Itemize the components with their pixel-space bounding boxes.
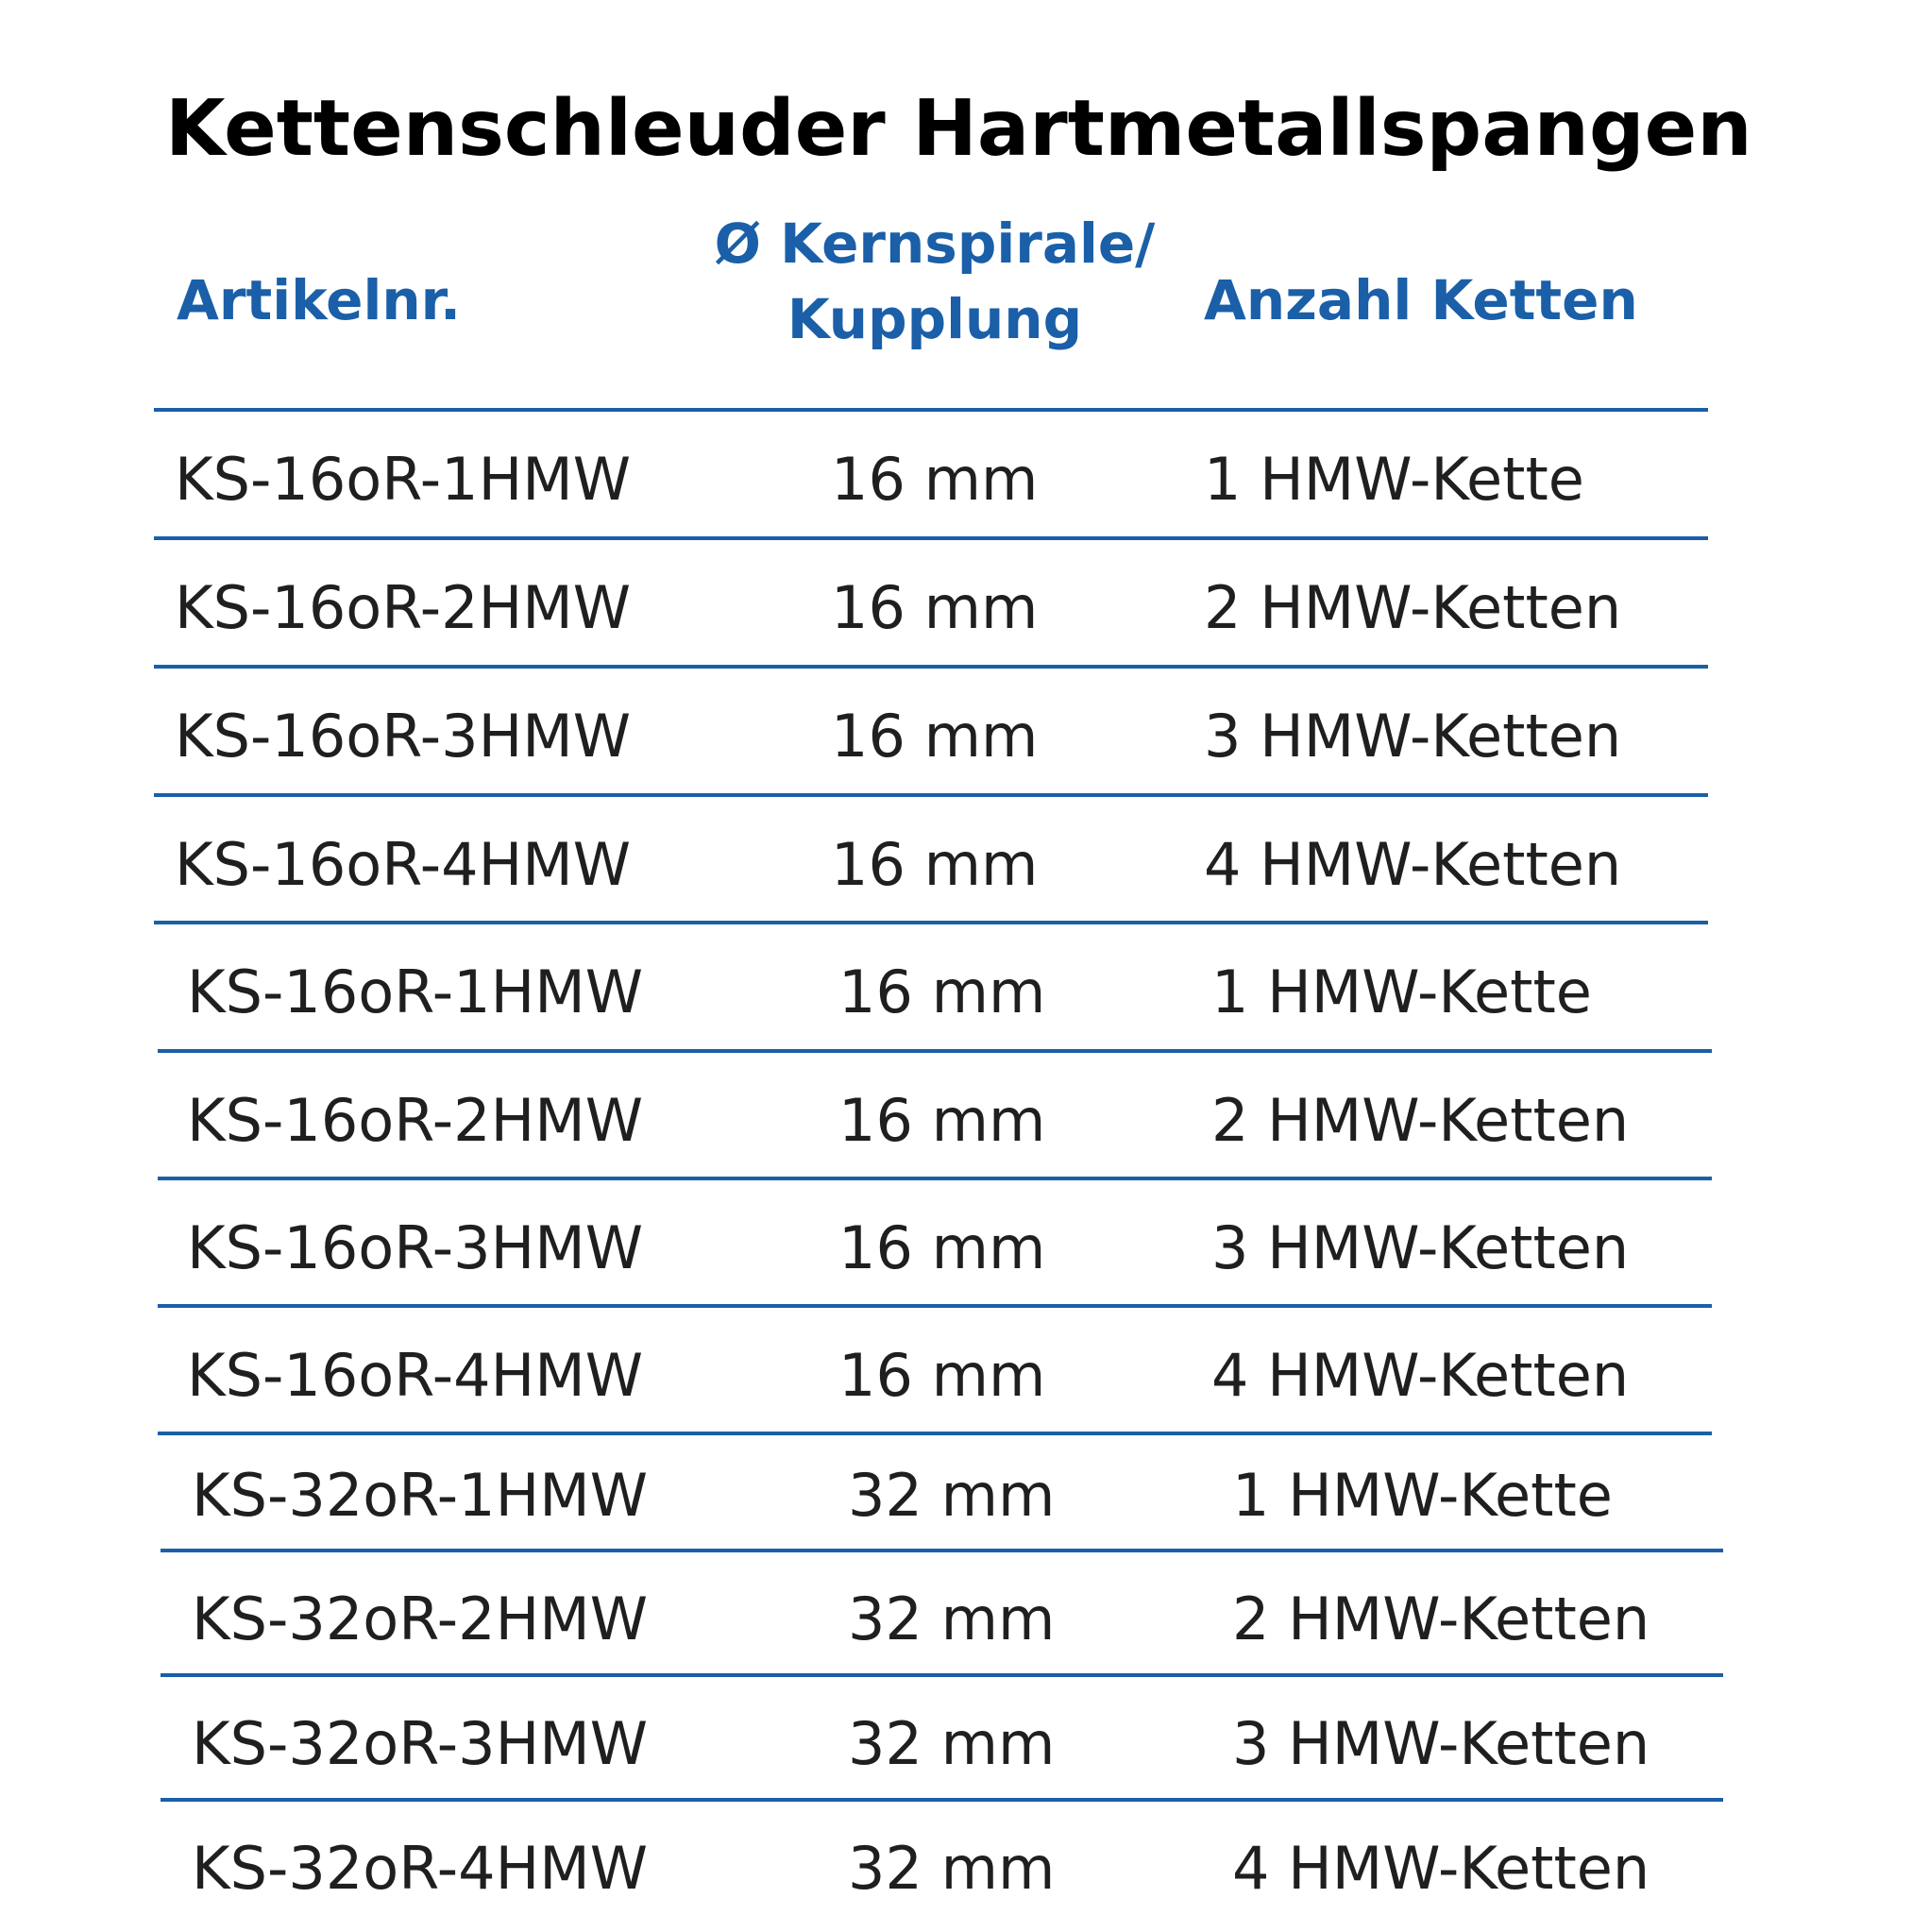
- cell-anzahl: 3 HMW-Ketten: [1211, 1213, 1630, 1282]
- cell-artikelnr: KS-16oR-1HMW: [187, 958, 644, 1026]
- cell-artikelnr: KS-32oR-2HMW: [192, 1585, 649, 1653]
- table-rule: [154, 408, 1708, 412]
- cell-durchmesser: 16 mm: [838, 1213, 1046, 1282]
- cell-anzahl: 3 HMW-Ketten: [1204, 702, 1622, 771]
- table-rule: [161, 1673, 1723, 1677]
- table-row: [0, 1184, 1912, 1312]
- page-title: Kettenschleuder Hartmetallspangen: [165, 84, 1752, 174]
- table-rule: [161, 1798, 1723, 1802]
- table-row: [0, 1680, 1912, 1807]
- cell-artikelnr: KS-16oR-3HMW: [187, 1213, 644, 1282]
- cell-anzahl: 1 HMW-Kette: [1232, 1461, 1613, 1530]
- table-rule: [154, 665, 1708, 669]
- table-rule: [161, 1549, 1723, 1552]
- table-rule: [154, 921, 1708, 924]
- table-row: [0, 1312, 1912, 1439]
- cell-anzahl: 1 HMW-Kette: [1211, 958, 1592, 1026]
- cell-anzahl: 1 HMW-Kette: [1204, 445, 1584, 514]
- cell-artikelnr: KS-16oR-4HMW: [187, 1341, 644, 1410]
- column-header-kernspirale-line2: Kupplung: [787, 287, 1083, 351]
- table-row: [0, 801, 1912, 928]
- cell-anzahl: 4 HMW-Ketten: [1211, 1341, 1630, 1410]
- cell-durchmesser: 16 mm: [831, 445, 1039, 514]
- cell-anzahl: 4 HMW-Ketten: [1204, 830, 1622, 899]
- table-row: [0, 1057, 1912, 1184]
- table-rule: [158, 1177, 1712, 1180]
- cell-durchmesser: 16 mm: [831, 702, 1039, 771]
- cell-artikelnr: KS-32oR-4HMW: [192, 1834, 649, 1903]
- cell-anzahl: 2 HMW-Ketten: [1204, 573, 1622, 642]
- cell-artikelnr: KS-16oR-1HMW: [175, 445, 632, 514]
- table-rule: [158, 1049, 1712, 1053]
- column-header-kernspirale-line1: Ø Kernspirale/: [714, 212, 1156, 276]
- cell-artikelnr: KS-16oR-2HMW: [175, 573, 632, 642]
- table-row: [0, 1805, 1912, 1932]
- table-row: [0, 415, 1912, 543]
- cell-durchmesser: 16 mm: [838, 958, 1046, 1026]
- cell-durchmesser: 16 mm: [831, 573, 1039, 642]
- column-header-artikelnr: Artikelnr.: [177, 268, 461, 332]
- cell-durchmesser: 16 mm: [838, 1086, 1046, 1155]
- cell-durchmesser: 32 mm: [848, 1834, 1056, 1903]
- table-rule: [154, 536, 1708, 540]
- table-rule: [158, 1304, 1712, 1308]
- table-row: [0, 1555, 1912, 1683]
- cell-durchmesser: 16 mm: [838, 1341, 1046, 1410]
- column-header-anzahl: Anzahl Ketten: [1204, 268, 1638, 332]
- cell-durchmesser: 16 mm: [831, 830, 1039, 899]
- cell-durchmesser: 32 mm: [848, 1461, 1056, 1530]
- table-row: [0, 928, 1912, 1056]
- cell-artikelnr: KS-32oR-1HMW: [192, 1461, 649, 1530]
- cell-anzahl: 3 HMW-Ketten: [1232, 1709, 1650, 1778]
- cell-durchmesser: 32 mm: [848, 1709, 1056, 1778]
- cell-artikelnr: KS-16oR-3HMW: [175, 702, 632, 771]
- cell-artikelnr: KS-32oR-3HMW: [192, 1709, 649, 1778]
- cell-artikelnr: KS-16oR-4HMW: [175, 830, 632, 899]
- cell-anzahl: 2 HMW-Ketten: [1232, 1585, 1650, 1653]
- cell-anzahl: 2 HMW-Ketten: [1211, 1086, 1630, 1155]
- cell-artikelnr: KS-16oR-2HMW: [187, 1086, 644, 1155]
- table-row: [0, 672, 1912, 800]
- table-rule: [154, 793, 1708, 797]
- cell-durchmesser: 32 mm: [848, 1585, 1056, 1653]
- table-row: [0, 544, 1912, 671]
- cell-anzahl: 4 HMW-Ketten: [1232, 1834, 1650, 1903]
- table-row: [0, 1432, 1912, 1559]
